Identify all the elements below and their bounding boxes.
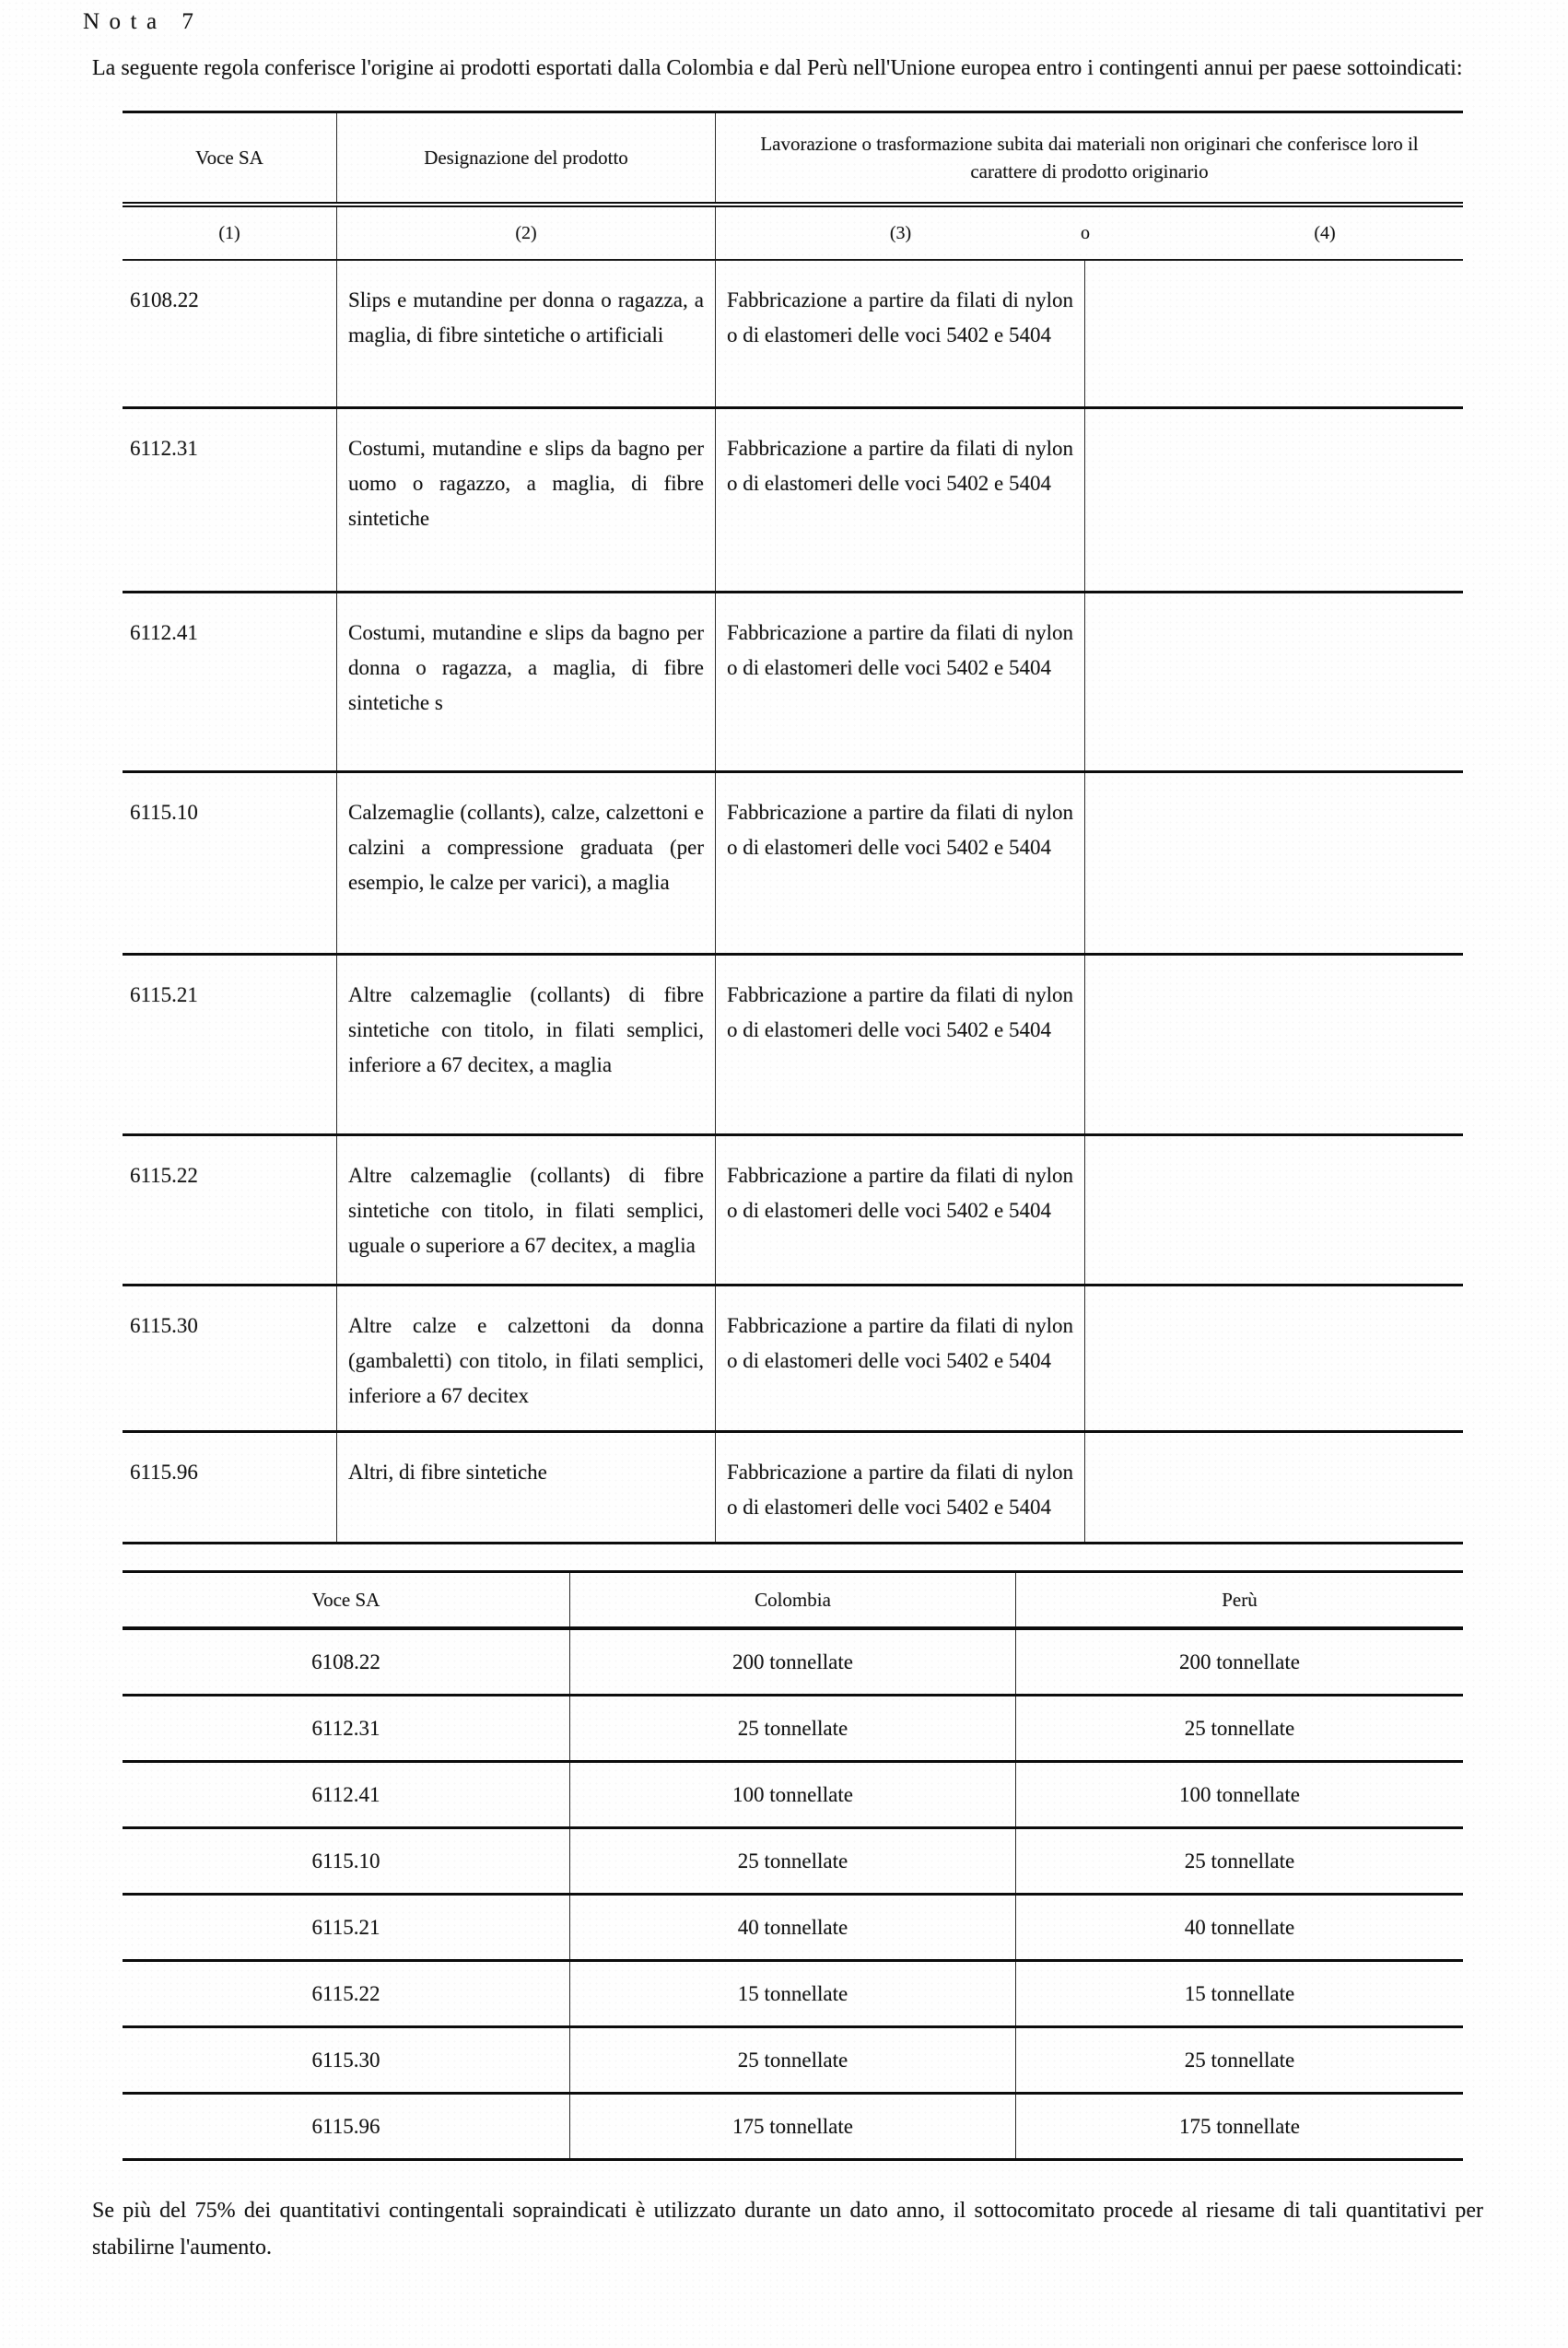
table-row <box>123 2095 1463 2161</box>
peru-quota-cell: 15 tonnellate <box>1184 1981 1295 2005</box>
table-row <box>123 409 1463 593</box>
rule-cell: Fabbricazione a partire da filati di nylon o di elastomeri delle voci 5402 e 5404 <box>716 956 1085 1133</box>
rule-cell: Fabbricazione a partire da filati di nylon o di elastomeri delle voci 5402 e 5404 <box>716 261 1085 406</box>
table-row <box>123 1829 1463 1896</box>
header-designazione: Designazione del prodotto <box>337 113 716 202</box>
table-row <box>123 1896 1463 1962</box>
colombia-quota-cell: 25 tonnellate <box>570 1829 1016 1893</box>
colombia-quota-cell: 40 tonnellate <box>570 1896 1016 1959</box>
voce-sa-cell: 6115.21 <box>123 956 337 1133</box>
table-row <box>123 1696 1463 1763</box>
voce-sa-cell: 6112.31 <box>123 409 337 591</box>
footer-paragraph: Se più del 75% dei quantitativi contingentali sopraindicati è utilizzato durante un dato anno, il sottocomitato procede al riesame di tali quantitativi per stabilirne l'aumento. <box>92 2199 1483 2260</box>
voce-sa-cell: 6108.22 <box>123 1630 570 1694</box>
voce-sa-cell: 6112.31 <box>123 1696 570 1760</box>
peru-quota-cell: 40 tonnellate <box>1184 1915 1295 1939</box>
peru-quota-cell: 25 tonnellate <box>1184 1849 1295 1873</box>
rules-table <box>123 111 1463 1544</box>
rule-cell: Fabbricazione a partire da filati di nylon o di elastomeri delle voci 5402 e 5404 <box>716 593 1085 770</box>
description-cell: Costumi, mutandine e slips da bagno per uomo o ragazzo, a maglia, di fibre sintetiche <box>337 409 716 591</box>
rule-cell: Fabbricazione a partire da filati di nylon o di elastomeri delle voci 5402 e 5404 <box>716 1433 1085 1542</box>
table-row <box>123 2028 1463 2095</box>
note-title: Nota 7 <box>83 9 204 34</box>
colombia-quota-cell: 175 tonnellate <box>570 2095 1016 2158</box>
colombia-quota-cell: 100 tonnellate <box>570 1763 1016 1826</box>
column-number-3: (3) <box>889 222 912 243</box>
or-separator: o <box>1081 222 1090 243</box>
voce-sa-cell: 6112.41 <box>123 593 337 770</box>
empty-cell <box>1085 956 1463 1133</box>
voce-sa-cell: 6115.22 <box>123 1962 570 2025</box>
quota-table <box>123 1570 1463 2161</box>
voce-sa-cell: 6112.41 <box>123 1763 570 1826</box>
rules-table-column-numbers <box>123 207 1463 261</box>
empty-cell <box>1085 773 1463 953</box>
peru-quota-cell: 100 tonnellate <box>1179 1782 1300 1806</box>
colombia-quota-cell: 25 tonnellate <box>570 2028 1016 2092</box>
voce-sa-cell: 6108.22 <box>123 261 337 406</box>
voce-sa-cell: 6115.10 <box>123 1829 570 1893</box>
peru-quota-cell: 175 tonnellate <box>1179 2114 1300 2138</box>
quota-table-header <box>123 1573 1463 1630</box>
table-row <box>123 261 1463 409</box>
description-cell: Altre calzemaglie (collants) di fibre sintetiche con titolo, in filati semplici, inferiore a 67 decitex, a maglia <box>337 956 716 1133</box>
peru-quota-cell: 25 tonnellate <box>1184 1716 1295 1740</box>
rule-cell: Fabbricazione a partire da filati di nylon o di elastomeri delle voci 5402 e 5404 <box>716 1136 1085 1284</box>
empty-cell <box>1085 593 1463 770</box>
voce-sa-cell: 6115.10 <box>123 773 337 953</box>
colombia-quota-cell: 25 tonnellate <box>570 1696 1016 1760</box>
table-row <box>123 1136 1463 1286</box>
description-cell: Altre calzemaglie (collants) di fibre sintetiche con titolo, in filati semplici, uguale o superiore a 67 decitex, a maglia <box>337 1136 716 1284</box>
empty-cell <box>1085 1433 1463 1542</box>
table-row <box>123 1286 1463 1433</box>
rule-cell: Fabbricazione a partire da filati di nylon o di elastomeri delle voci 5402 e 5404 <box>716 773 1085 953</box>
table-row <box>123 1433 1463 1544</box>
voce-sa-cell: 6115.30 <box>123 2028 570 2092</box>
voce-sa-cell: 6115.22 <box>123 1136 337 1284</box>
intro-paragraph: La seguente regola conferisce l'origine ai prodotti esportati dalla Colombia e dal Perù nell'Unione europea entro i contingenti annui per paese sottoindicati: <box>92 56 1463 80</box>
quota-header-peru: Perù <box>1222 1588 1258 1611</box>
description-cell: Costumi, mutandine e slips da bagno per donna o ragazza, a maglia, di fibre sintetiche s <box>337 593 716 770</box>
column-number-2: (2) <box>337 207 716 259</box>
quota-header-voce-sa: Voce SA <box>123 1573 570 1626</box>
empty-cell <box>1085 409 1463 591</box>
table-row <box>123 593 1463 773</box>
colombia-quota-cell: 200 tonnellate <box>570 1630 1016 1694</box>
voce-sa-cell: 6115.30 <box>123 1286 337 1430</box>
empty-cell <box>1085 261 1463 406</box>
description-cell: Altre calze e calzettoni da donna (gambaletti) con titolo, in filati semplici, inferiore a 67 decitex <box>337 1286 716 1430</box>
empty-cell <box>1085 1136 1463 1284</box>
quota-header-colombia: Colombia <box>570 1573 1016 1626</box>
colombia-quota-cell: 15 tonnellate <box>570 1962 1016 2025</box>
rules-table-header <box>123 113 1463 207</box>
column-number-1: (1) <box>123 207 337 259</box>
rule-cell: Fabbricazione a partire da filati di nylon o di elastomeri delle voci 5402 e 5404 <box>716 1286 1085 1430</box>
column-number-4: (4) <box>1314 222 1336 243</box>
voce-sa-cell: 6115.21 <box>123 1896 570 1959</box>
peru-quota-cell: 200 tonnellate <box>1179 1649 1300 1673</box>
header-lavorazione: Lavorazione o trasformazione subita dai materiali non originari che conferisce loro il carattere di prodotto originario <box>760 133 1419 182</box>
table-row <box>123 956 1463 1136</box>
rule-cell: Fabbricazione a partire da filati di nylon o di elastomeri delle voci 5402 e 5404 <box>716 409 1085 591</box>
column-numbers-3-4 <box>716 207 1463 259</box>
header-voce-sa: Voce SA <box>123 113 337 202</box>
table-row <box>123 1962 1463 2028</box>
voce-sa-cell: 6115.96 <box>123 1433 337 1542</box>
table-row <box>123 1630 1463 1696</box>
voce-sa-cell: 6115.96 <box>123 2095 570 2158</box>
peru-quota-cell: 25 tonnellate <box>1184 2048 1295 2072</box>
description-cell: Altri, di fibre sintetiche <box>337 1433 716 1542</box>
description-cell: Calzemaglie (collants), calze, calzettoni e calzini a compressione graduata (per esempio, le calze per varici), a maglia <box>337 773 716 953</box>
table-row <box>123 1763 1463 1829</box>
table-row <box>123 773 1463 956</box>
empty-cell <box>1085 1286 1463 1430</box>
description-cell: Slips e mutandine per donna o ragazza, a maglia, di fibre sintetiche o artificiali <box>337 261 716 406</box>
